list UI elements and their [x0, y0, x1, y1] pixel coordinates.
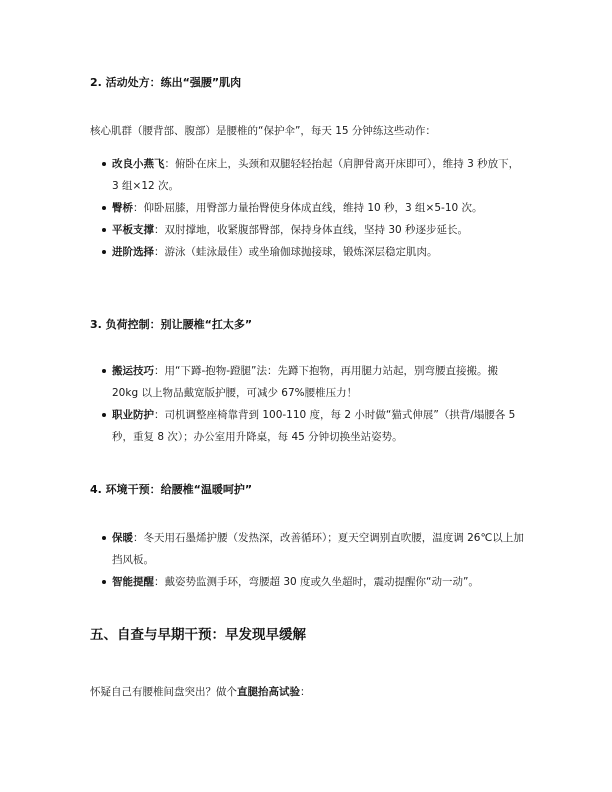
list-item-text: ：司机调整座椅靠背到 100-110 度，每 2 小时做“猫式伸展”（拱背/塌腰各 5 秒，重复 8 次）；办公室用升降桌，每 45 分钟切换坐站姿势。 [112, 409, 516, 443]
list-item-text: ：冬天用石墨烯护腰（发热深，改善循环）；夏天空调别直吹腰，温度调 26℃以上加挡风板。 [112, 532, 524, 566]
section-2-list [112, 153, 524, 263]
intro-suffix: ： [300, 686, 311, 698]
section-3-list [112, 360, 524, 448]
list-item-term: 职业防护 [112, 409, 154, 421]
list-item-term: 智能提醒 [112, 576, 154, 588]
list-item [112, 153, 524, 197]
list-item [112, 404, 524, 448]
list-item [112, 241, 524, 263]
section-2-heading: 2. 活动处方：练出“强腰”肌肉 [90, 76, 242, 89]
list-item-text: ：戴姿势监测手环，弯腰超 30 度或久坐超时，震动提醒你“动一动”。 [154, 576, 479, 588]
list-item-term: 进阶选择 [112, 246, 154, 258]
list-item-term: 平板支撑 [112, 224, 154, 236]
list-item [112, 360, 524, 404]
list-item [112, 571, 524, 593]
section-2-intro: 核心肌群（腰背部、腹部）是腰椎的“保护伞”，每天 15 分钟练这些动作： [90, 125, 436, 137]
list-item [112, 527, 524, 571]
list-item-text: ：双肘撑地，收紧腹部臀部，保持身体直线，坚持 30 秒逐步延长。 [154, 224, 469, 236]
list-item-text: ：俯卧在床上，头颈和双腿轻轻抬起（肩胛骨离开床即可），维持 3 秒放下，3 组×12 次。 [112, 158, 520, 192]
list-item-term: 搬运技巧 [112, 365, 154, 377]
intro-test-name: 直腿抬高试验 [237, 686, 300, 698]
list-item-term: 改良小燕飞 [112, 158, 165, 170]
section-5-heading: 五、自查与早期干预：早发现早缓解 [90, 627, 306, 643]
list-item-text: ：游泳（蛙泳最佳）或坐瑜伽球抛接球，锻炼深层稳定肌肉。 [154, 246, 438, 258]
intro-prefix: 怀疑自己有腰椎间盘突出？做个 [90, 686, 237, 698]
section-4-list [112, 527, 524, 593]
list-item [112, 219, 524, 241]
section-3-heading: 3. 负荷控制：别让腰椎“扛太多” [90, 318, 253, 331]
list-item [112, 197, 524, 219]
list-item-text: ：用“下蹲-抱物-蹬腿”法：先蹲下抱物，再用腿力站起，别弯腰直接搬。搬 20kg 以上物品戴宽版护腰，可减少 67%腰椎压力！ [112, 365, 498, 399]
section-4-heading: 4. 环境干预：给腰椎“温暖呵护” [90, 483, 253, 496]
section-5-intro [90, 684, 530, 700]
list-item-term: 臀桥 [112, 202, 133, 214]
list-item-text: ：仰卧屈膝，用臀部力量抬臀使身体成直线，维持 10 秒，3 组×5-10 次。 [133, 202, 483, 214]
list-item-term: 保暖 [112, 532, 133, 544]
